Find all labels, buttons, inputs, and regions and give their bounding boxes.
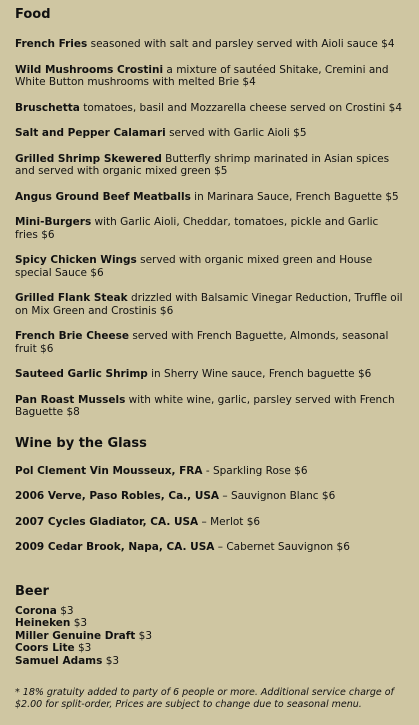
item-description: served with organic mixed green and House special Sauce $6 — [15, 254, 373, 279]
item-description: – Sauvignon Blanc $6 — [219, 490, 336, 502]
item-description: with Garlic Aioli, Cheddar, tomatoes, pickle and Garlic fries $6 — [15, 216, 379, 241]
beer-section-title: Beer — [15, 583, 49, 599]
wine-item — [15, 516, 404, 529]
item-description: - Sparkling Rose $6 — [202, 464, 308, 477]
beer-item — [15, 605, 404, 618]
food-item — [15, 330, 404, 355]
item-name: French Brie Cheese — [15, 330, 129, 342]
gratuity-note: * 18% gratuity added to party of 6 people or more. Additional service charge of $2.00 for split-order, Prices are subject to change due to seasonal menu. — [15, 687, 394, 710]
food-item — [15, 153, 404, 178]
item-description: served with French Baguette, Almonds, seasonal fruit $6 — [15, 330, 389, 355]
item-name: Coors Lite — [15, 642, 75, 654]
item-description: in Sherry Wine sauce, French baguette $6 — [147, 368, 372, 380]
item-name: Sauteed Garlic Shrimp — [15, 368, 148, 380]
item-description: served with Garlic Aioli $5 — [165, 127, 307, 139]
food-item — [15, 64, 404, 89]
item-name: Corona — [15, 604, 57, 617]
food-item — [15, 38, 404, 51]
food-item — [15, 254, 404, 279]
item-price: $3 — [70, 617, 88, 629]
food-item — [15, 127, 404, 140]
item-description: with white wine, garlic, parsley served with French Baguette $8 — [15, 393, 395, 418]
item-description: tomatoes, basil and Mozzarella cheese served on Crostini $4 — [79, 101, 403, 114]
item-price: $3 — [135, 629, 153, 642]
food-section-title: Food — [15, 7, 51, 22]
item-price: $3 — [56, 604, 74, 617]
beer-item — [15, 655, 404, 668]
item-name: 2006 Verve, Paso Robles, Ca., USA — [15, 490, 220, 502]
item-description: drizzled with Balsamic Vinegar Reduction, Truffle oil on Mix Green and Crostinis $6 — [15, 292, 403, 317]
item-description: – Merlot $6 — [198, 515, 261, 528]
wine-list — [15, 465, 404, 554]
item-name: Salt and Pepper Calamari — [15, 127, 166, 139]
item-description: – Cabernet Sauvignon $6 — [214, 541, 350, 553]
item-description: a mixture of sautéed Shitake, Cremini and White Button mushrooms with melted Brie $4 — [15, 63, 389, 88]
wine-item — [15, 490, 404, 503]
food-list — [15, 38, 404, 419]
item-name: Wild Mushrooms Crostini — [15, 63, 164, 76]
item-description: in Marinara Sauce, French Baguette $5 — [190, 190, 399, 203]
item-name: Pan Roast Mussels — [15, 393, 126, 406]
beer-item — [15, 617, 404, 630]
item-name: Bruschetta — [15, 101, 80, 114]
item-name: 2009 Cedar Brook, Napa, CA. USA — [15, 541, 215, 553]
food-item — [15, 191, 404, 204]
food-item — [15, 292, 404, 317]
item-name: Grilled Shrimp Skewered — [15, 152, 162, 165]
item-name: 2007 Cycles Gladiator, CA. USA — [15, 515, 199, 528]
wine-item — [15, 465, 404, 478]
item-name: Grilled Flank Steak — [15, 292, 128, 304]
item-description: seasoned with salt and parsley served with Aioli sauce $4 — [87, 38, 395, 50]
item-name: Samuel Adams — [15, 654, 103, 667]
beer-item — [15, 642, 404, 655]
item-name: French Fries — [15, 38, 88, 50]
item-price: $3 — [74, 642, 92, 654]
item-name: Heineken — [15, 617, 71, 629]
food-item — [15, 394, 404, 419]
wine-section-title: Wine by the Glass — [15, 435, 147, 451]
beer-list — [15, 605, 404, 668]
item-description: Butterfly shrimp marinated in Asian spices and served with organic mixed green $5 — [15, 152, 390, 177]
food-item — [15, 368, 404, 381]
item-price: $3 — [102, 654, 120, 667]
food-item — [15, 102, 404, 115]
item-name: Pol Clement Vin Mousseux, FRA — [15, 464, 203, 477]
item-name: Spicy Chicken Wings — [15, 254, 137, 266]
item-name: Mini-Burgers — [15, 216, 92, 228]
item-name: Miller Genuine Draft — [15, 629, 136, 642]
item-name: Angus Ground Beef Meatballs — [15, 190, 191, 203]
food-item — [15, 216, 404, 241]
beer-item — [15, 630, 404, 643]
wine-item — [15, 541, 404, 554]
